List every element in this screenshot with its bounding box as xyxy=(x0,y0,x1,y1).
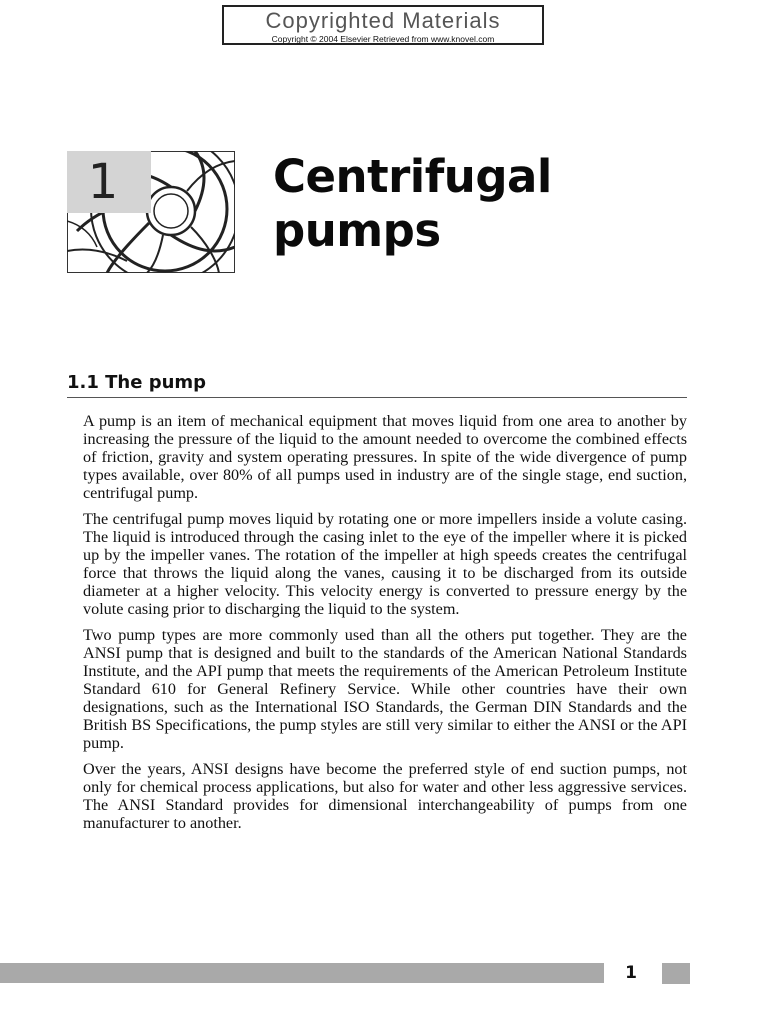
body-text xyxy=(83,412,687,840)
chapter-number: 1 xyxy=(87,154,119,210)
footer-square xyxy=(662,963,690,984)
copyright-banner xyxy=(222,5,544,45)
paragraph: Over the years, ANSI designs have become the preferred style of end suction pumps, not only for chemical process applications, but also for water and other less aggressive services. The ANSI Standard provides for dimensional interchangeability of pumps from one manufacturer to another. xyxy=(83,760,687,832)
paragraph: The centrifugal pump moves liquid by rotating one or more impellers inside a volute casing. The liquid is introduced through the casing inlet to the eye of the impeller where it is picked up by the impeller vanes. The rotation of the impeller at high speeds creates the centrifugal force that throws the liquid along the vanes, causing it to be discharged from its outside diameter at a higher velocity. This velocity energy is converted to pressure energy by the volute casing prior to discharging the liquid to the system. xyxy=(83,510,687,618)
footer-bar xyxy=(0,963,604,983)
paragraph: A pump is an item of mechanical equipment that moves liquid from one area to another by increasing the pressure of the liquid to the amount needed to overcome the combined effects of friction, gravity and system operating pressures. In spite of the wide divergence of pump types available, over 80% of all pumps used in industry are of the single stage, end suction, centrifugal pump. xyxy=(83,412,687,502)
section-divider xyxy=(67,397,687,398)
section-heading: 1.1 The pump xyxy=(67,372,207,393)
chapter-title xyxy=(273,150,552,258)
copyright-title: Copyrighted Materials xyxy=(265,8,501,33)
chapter-title-line2: pumps xyxy=(273,204,441,257)
copyright-line: Copyright © 2004 Elsevier Retrieved from www.knovel.com xyxy=(271,34,495,44)
paragraph: Two pump types are more commonly used than all the others put together. They are the ANSI pump that is designed and built to the standards of the American National Standards Institute, and the API pump that meets the requirements of the American Petroleum Institute Standard 610 for General Refinery Service. While other countries have their own designations, such as the International ISO Standards, the German DIN Standards and the British BS Specifications, the pump styles are still very similar to either the ANSI or the API pump. xyxy=(83,626,687,752)
chapter-title-line1: Centrifugal xyxy=(273,150,552,203)
page-number: 1 xyxy=(625,963,637,983)
